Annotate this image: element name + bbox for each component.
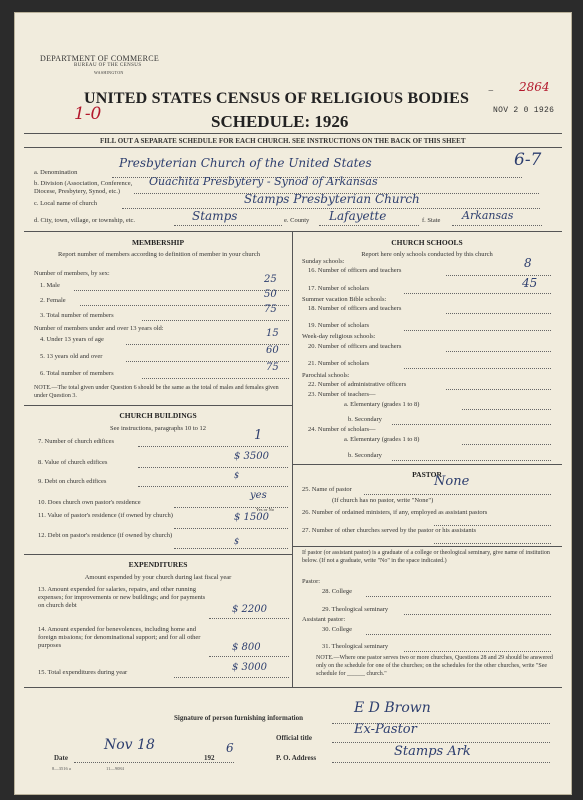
over-13-label: 5. 13 years old and over	[40, 353, 103, 360]
date-value: Nov 18	[104, 737, 155, 753]
running-expenses-label: 13. Amount expended for salaries, repairs, and other running expenses; for improvements or new buildings; and for payments on church debt	[38, 586, 206, 609]
over-13-line	[126, 360, 289, 362]
edifice-value-value: $ 3500	[234, 451, 269, 462]
edifices-count-label: 7. Number of church edifices	[38, 438, 114, 445]
scholars-secondary-label: b. Secondary	[348, 452, 382, 459]
parochial-schools-heading: Parochial schools:	[302, 372, 350, 379]
official-title-line	[332, 741, 550, 743]
female-label: 2. Female	[40, 297, 66, 304]
by-sex-heading: Number of members, by sex:	[34, 270, 110, 277]
edifices-count-line	[138, 445, 288, 447]
total-members-2-value: 75	[266, 362, 279, 373]
pastor-seminary-line	[404, 613, 551, 615]
pastor-name-value: None	[434, 474, 470, 489]
scholars-elementary-label: a. Elementary (grades 1 to 8)	[344, 436, 420, 443]
assistant-seminary-line	[404, 650, 551, 652]
division-label: b. Division (Association, Conference, Diocese, Presbytery, Synod, etc.)	[34, 180, 133, 195]
male-label: 1. Male	[40, 282, 60, 289]
year-value: 6	[226, 741, 234, 755]
county-value: Lafayette	[329, 209, 387, 223]
form-title: UNITED STATES CENSUS OF RELIGIOUS BODIES	[84, 90, 470, 107]
membership-note: NOTE.—The total given under Question 6 should be the same as the total of males and females given under Question 3.	[34, 385, 279, 399]
schools-title: CHURCH SCHOOLS	[391, 238, 463, 247]
residence-value-label: 11. Value of pastor's residence (if owned by church)	[38, 512, 173, 519]
red-handwritten-mark: 1-0	[74, 104, 102, 124]
scholars-secondary-line	[392, 459, 551, 461]
column-divider	[292, 231, 293, 687]
assistant-seminary-label: 31. Theological seminary	[322, 643, 389, 650]
pastor-title: PASTOR	[412, 470, 442, 479]
summer-scholars-label: 19. Number of scholars	[308, 322, 370, 329]
benevolences-line	[209, 655, 289, 657]
schools-subtitle: Report here only schools conducted by this church	[361, 251, 493, 258]
county-label: e. County	[284, 217, 310, 224]
assistant-college-label: 30. College	[322, 626, 352, 633]
total-expenditures-value: $ 3000	[232, 662, 267, 673]
schedule-title: SCHEDULE: 1926	[211, 112, 349, 131]
state-label: f. State	[422, 217, 441, 224]
residence-debt-label: 12. Debt on pastor's residence (if owned by church)	[38, 532, 173, 539]
weekday-scholars-label: 21. Number of scholars	[308, 360, 370, 367]
rule-top	[24, 133, 562, 134]
female-line	[80, 304, 289, 306]
scholars-elementary-line	[462, 443, 551, 445]
age-heading: Number of members under and over 13 years old:	[34, 325, 164, 332]
rule-sections	[24, 231, 562, 232]
church-name-label: c. Local name of church	[34, 200, 97, 207]
city-label: d. City, town, village, or township, etc.	[34, 217, 136, 224]
pastor-footnote: NOTE.—Where one pastor serves two or more churches, Questions 28 and 29 should be answered only on the schedule for one of the churches; on the schedules for the other churches, write "See schedule for ______ church."	[316, 655, 553, 677]
date-label: Date	[54, 754, 68, 762]
buildings-title: CHURCH BUILDINGS	[119, 411, 197, 420]
male-line	[74, 289, 289, 291]
edifice-debt-line	[138, 485, 288, 487]
total-members-line	[142, 319, 289, 321]
city-value: Stamps	[192, 209, 238, 223]
under-13-value: 15	[266, 328, 279, 339]
pastor-name-line	[364, 493, 551, 495]
total-expenditures-label: 15. Total expenditures during year	[38, 669, 128, 676]
benevolences-label: 14. Amount expended for benevolences, including home and foreign missions; for denominational support; and for all other purposes	[38, 626, 201, 649]
assistant-college-line	[366, 633, 551, 635]
owns-residence-label: 10. Does church own pastor's residence	[38, 499, 141, 506]
edifice-value-label: 8. Value of church edifices	[38, 459, 108, 466]
male-value: 25	[264, 274, 277, 285]
other-churches-label: 27. Number of other churches served by the pastor or his assistants	[302, 527, 477, 534]
female-value: 50	[264, 289, 277, 300]
edifice-value-line	[138, 466, 288, 468]
residence-value-line	[174, 527, 288, 529]
sunday-teachers-value: 8	[524, 256, 532, 270]
scholars-heading: 24. Number of scholars—	[308, 426, 376, 433]
denomination-value: Presbyterian Church of the United States	[119, 156, 372, 170]
state-line	[452, 224, 542, 226]
pastor-college-label: 28. College	[322, 588, 352, 595]
rule-pastor	[292, 464, 562, 465]
form-number: 8—3516 a	[52, 766, 71, 771]
expenditures-subtitle: Amount expended by your church during last fiscal year	[84, 574, 232, 581]
teachers-secondary-label: b. Secondary	[348, 416, 382, 423]
po-address-value: Stamps Ark	[394, 744, 471, 759]
membership-title: MEMBERSHIP	[131, 238, 185, 247]
po-address-label: P. O. Address	[276, 754, 317, 762]
summer-teachers-line	[446, 312, 551, 314]
teachers-secondary-line	[392, 423, 551, 425]
dash-mark-icon: −	[488, 86, 494, 97]
county-line	[319, 224, 419, 226]
sunday-scholars-line	[404, 292, 551, 294]
admin-officers-line	[446, 388, 551, 390]
total-expenditures-line	[174, 676, 289, 678]
over-13-value: 60	[266, 345, 279, 356]
signature-value: E D Brown	[354, 700, 431, 716]
po-address-line	[332, 761, 550, 763]
signature-label: Signature of person furnishing information	[174, 714, 303, 722]
benevolences-value: $ 800	[232, 642, 261, 653]
pastor-subheading: Pastor:	[302, 578, 321, 585]
handwritten-number-stamp: 2864	[519, 80, 550, 94]
residence-value-value: $ 1500	[234, 512, 269, 523]
graduate-note: If pastor (or assistant pastor) is a graduate of a college or theological seminary, give name of institution below. (If not a graduate, write "No" in the space indicated.)	[302, 550, 550, 564]
department-name: DEPARTMENT OF COMMERCE	[40, 54, 160, 63]
census-form	[14, 12, 572, 795]
weekday-scholars-line	[404, 367, 551, 369]
rule-instruction	[24, 147, 562, 148]
expenditures-title: EXPENDITURES	[128, 560, 188, 569]
total-members-2-line	[142, 377, 289, 379]
instruction-line: FILL OUT A SEPARATE SCHEDULE FOR EACH CHURCH. SEE INSTRUCTIONS ON THE BACK OF THIS SHEET	[100, 137, 466, 145]
under-13-label: 4. Under 13 years of age	[40, 336, 104, 343]
other-churches-line	[434, 542, 551, 544]
running-expenses-line	[209, 617, 289, 619]
residence-debt-line	[174, 547, 288, 549]
sunday-scholars-label: 17. Number of scholars	[308, 285, 370, 292]
summer-schools-heading: Summer vacation Bible schools:	[302, 296, 387, 303]
weekday-schools-heading: Week-day religious schools:	[302, 333, 376, 340]
residence-debt-value: $	[234, 537, 240, 546]
assistant-ministers-line	[434, 524, 551, 526]
state-value: Arkansas	[462, 209, 514, 222]
running-expenses-value: $ 2200	[232, 604, 267, 615]
teachers-heading: 23. Number of teachers—	[308, 391, 376, 398]
sunday-schools-heading: Sunday schools:	[302, 258, 345, 265]
division-value: Ouachita Presbytery - Synod of Arkansas	[149, 175, 378, 188]
rule-buildings	[24, 405, 292, 406]
edifice-debt-value: $	[234, 471, 240, 480]
pastor-seminary-label: 29. Theological seminary	[322, 606, 389, 613]
summer-scholars-line	[404, 329, 551, 331]
rule-graduate	[292, 546, 562, 547]
weekday-teachers-label: 20. Number of officers and teachers	[308, 343, 402, 350]
edifice-debt-label: 9. Debt on church edifices	[38, 478, 107, 485]
pastor-name-label: 25. Name of pastor	[302, 486, 352, 493]
bureau-name: BUREAU OF THE CENSUS	[74, 63, 142, 68]
edifices-count-value: 1	[254, 428, 263, 443]
admin-officers-label: 22. Number of administrative officers	[308, 381, 407, 388]
yes-no-caption: Yes or No	[256, 507, 275, 512]
assistant-pastor-subheading: Assistant pastor:	[302, 616, 346, 623]
teachers-elementary-line	[462, 408, 551, 410]
membership-subtitle: Report number of members according to definition of member in your church	[58, 251, 260, 258]
total-members-label: 3. Total number of members	[40, 312, 114, 319]
sunday-scholars-value: 45	[522, 276, 538, 290]
rule-expenditures	[24, 554, 292, 555]
year-label: 192	[204, 754, 215, 762]
church-name-value: Stamps Presbyterian Church	[244, 192, 420, 206]
city-line	[174, 224, 282, 226]
official-title-label: Official title	[276, 734, 312, 742]
assistant-ministers-label: 26. Number of ordained ministers, if any, employed as assistant pastors	[302, 509, 488, 516]
teachers-elementary-label: a. Elementary (grades 1 to 8)	[344, 401, 420, 408]
total-members-value: 75	[264, 304, 277, 315]
official-title-value: Ex-Pastor	[354, 722, 417, 737]
denomination-label: a. Denomination	[34, 169, 78, 176]
denomination-code-mark: 6-7	[514, 150, 542, 170]
weekday-teachers-line	[446, 350, 551, 352]
under-13-line	[126, 343, 289, 345]
received-date-stamp: NOV 2 0 1926	[493, 106, 555, 115]
form-print-number: 11—9084	[106, 766, 124, 771]
rule-bottom	[24, 687, 562, 688]
summer-teachers-label: 18. Number of officers and teachers	[308, 305, 402, 312]
bureau-city: WASHINGTON	[94, 70, 124, 75]
owns-residence-value: yes	[250, 490, 267, 501]
pastor-name-note: (If church has no pastor, write "None")	[332, 497, 434, 504]
pastor-college-line	[366, 595, 551, 597]
buildings-subtitle: See instructions, paragraphs 10 to 12	[109, 425, 207, 432]
total-members-2-label: 6. Total number of members	[40, 370, 114, 377]
sunday-teachers-label: 16. Number of officers and teachers	[308, 267, 402, 274]
